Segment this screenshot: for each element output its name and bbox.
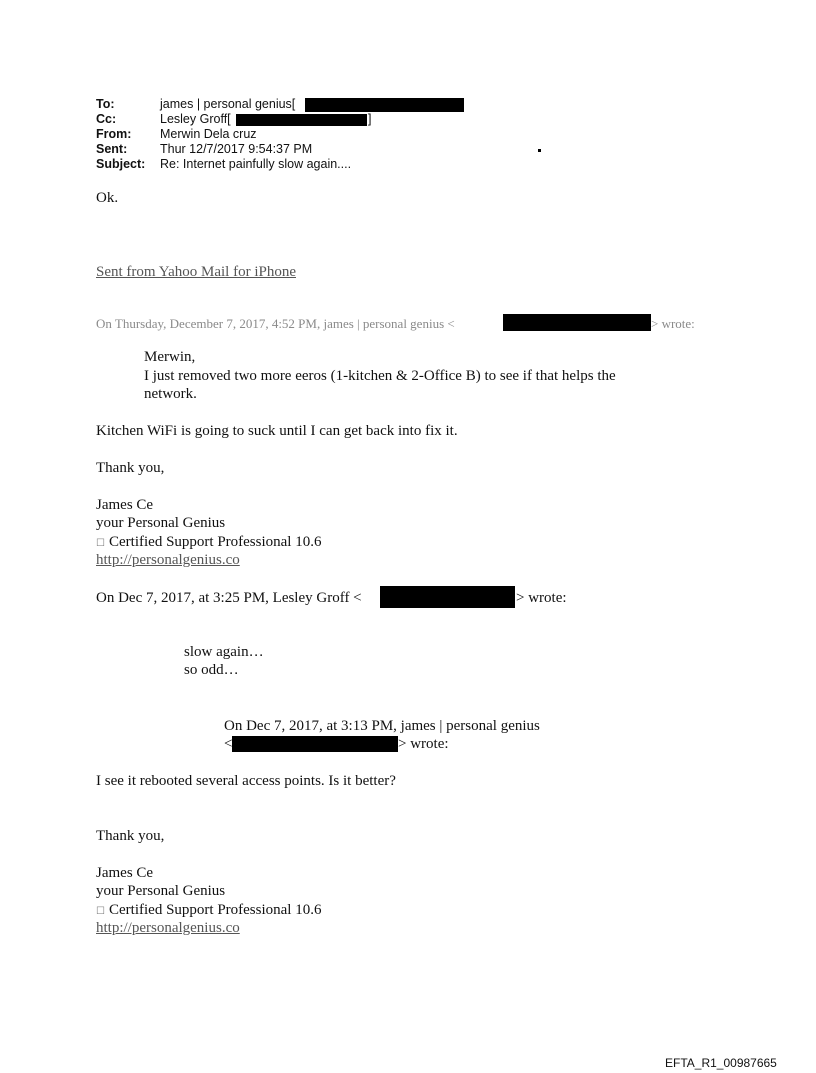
quote2-line2: so odd… [184, 662, 239, 678]
missing-glyph-icon: ☐ [96, 906, 105, 917]
redaction-bar [236, 114, 367, 126]
sent-value: Thur 12/7/2017 9:54:37 PM [160, 142, 313, 156]
redaction-bar [232, 736, 398, 752]
quote2-attribution-end: > wrote: [516, 590, 567, 606]
quote2-attribution: On Dec 7, 2017, at 3:25 PM, Lesley Groff < [96, 590, 362, 606]
quote3-attribution-line1: On Dec 7, 2017, at 3:13 PM, james | personal genius [224, 718, 540, 734]
quote3-thanks: Thank you, [96, 828, 165, 844]
from-label: From: [96, 127, 132, 141]
quote1-thanks: Thank you, [96, 460, 165, 476]
quote3-sig-title: your Personal Genius [96, 883, 226, 899]
from-value: Merwin Dela cruz [160, 127, 257, 141]
cc-value: Lesley Groff[ [160, 112, 231, 126]
stray-dot [538, 149, 541, 152]
quote1-line2: network. [144, 386, 197, 402]
cc-value-end: ] [368, 112, 372, 126]
subject-value: Re: Internet painfully slow again.... [160, 157, 352, 171]
quote1-sig-cert-line [96, 533, 321, 553]
quote1-sig-name: James Ce [96, 497, 154, 513]
to-label: To: [96, 97, 115, 111]
redaction-bar [503, 314, 651, 331]
quote1-sig-link[interactable]: http://personalgenius.co [96, 552, 240, 568]
quote1-sig-title: your Personal Genius [96, 515, 226, 531]
quote1-greeting: Merwin, [144, 349, 196, 365]
quote3-sig-cert-line [96, 901, 321, 921]
quote3-sig-name: James Ce [96, 865, 154, 881]
quote1-sig-cert: Certified Support Professional 10.6 [109, 534, 322, 550]
to-value: james | personal genius[ [160, 97, 296, 111]
cc-label: Cc: [96, 112, 117, 126]
quote3-sig-link[interactable]: http://personalgenius.co [96, 920, 240, 936]
quote3-sig-cert: Certified Support Professional 10.6 [109, 902, 322, 918]
quote1-line1: I just removed two more eeros (1-kitchen & 2-Office B) to see if that helps the [144, 368, 616, 384]
subject-label: Subject: [96, 157, 146, 171]
quote3-body: I see it rebooted several access points. Is it better? [96, 773, 396, 789]
sent-label: Sent: [96, 142, 128, 156]
quote2-line1: slow again… [184, 644, 264, 660]
reply-body: Ok. [96, 190, 119, 206]
quote1-paragraph: Kitchen WiFi is going to suck until I can get back into fix it. [96, 423, 458, 439]
quote1-attribution-end: > wrote: [651, 316, 695, 331]
quote3-attribution-end: > wrote: [398, 736, 449, 752]
document-id: EFTA_R1_00987665 [665, 1056, 777, 1070]
yahoo-signature-link[interactable]: Sent from Yahoo Mail for iPhone [96, 264, 296, 280]
redaction-bar [380, 586, 515, 608]
missing-glyph-icon: ☐ [96, 538, 105, 549]
redaction-bar [305, 98, 464, 112]
quote3-attribution-line2: < [224, 736, 233, 752]
quote1-attribution: On Thursday, December 7, 2017, 4:52 PM, james | personal genius < [96, 316, 455, 331]
